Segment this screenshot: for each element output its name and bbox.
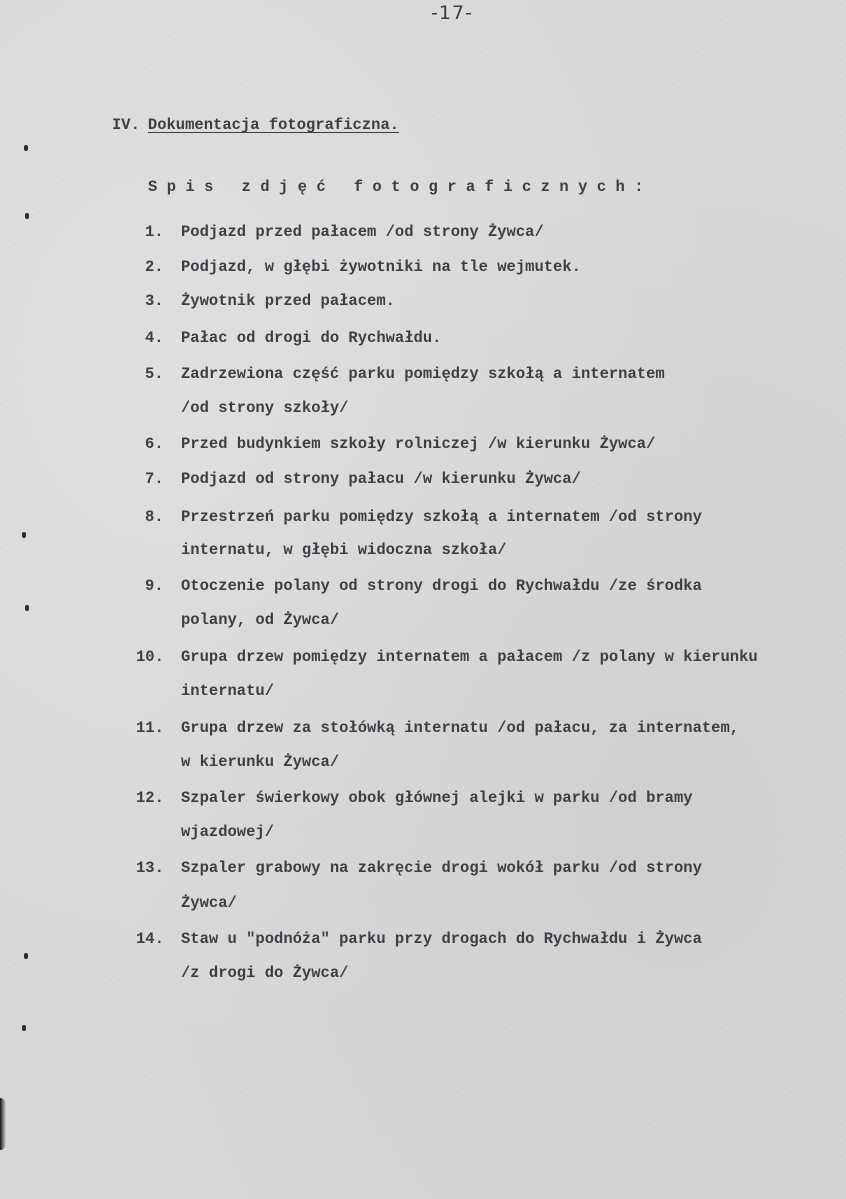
- list-item-number: 5.: [145, 365, 164, 383]
- list-item-text-continued: internatu, w głębi widoczna szkoła/: [181, 541, 507, 559]
- list-item-text-continued: wjazdowej/: [181, 823, 275, 841]
- section-heading: [112, 116, 399, 134]
- margin-mark: [24, 953, 28, 959]
- list-item-text: Szpaler świerkowy obok głównej alejki w parku /od bramy: [181, 789, 693, 807]
- list-item-text-continued: polany, od Żywca/: [181, 611, 340, 629]
- list-item-number: 7.: [145, 470, 164, 488]
- list-item-text: Zadrzewiona część parku pomiędzy szkołą a internatem: [181, 365, 665, 383]
- list-item-text-continued: /od strony szkoły/: [181, 399, 349, 417]
- list-item-number: 13.: [136, 859, 164, 877]
- margin-mark: [22, 532, 26, 538]
- list-item-text-continued: Żywca/: [181, 894, 237, 912]
- margin-mark: [22, 1025, 26, 1031]
- list-item-text: Grupa drzew za stołówką internatu /od pałacu, za internatem,: [181, 719, 740, 737]
- page-number: -17-: [431, 2, 473, 24]
- list-title: Spis zdjęć fotograficznych:: [148, 178, 653, 196]
- list-item-number: 14.: [136, 930, 164, 948]
- margin-mark: [25, 213, 29, 219]
- list-item-text: Podjazd od strony pałacu /w kierunku Żywca/: [181, 470, 581, 488]
- list-item-text: Grupa drzew pomiędzy internatem a pałacem /z polany w kierunku: [181, 648, 758, 666]
- list-item-number: 10.: [136, 648, 164, 666]
- section-number: IV.: [112, 116, 140, 134]
- list-item-text-continued: /z drogi do Żywca/: [181, 964, 349, 982]
- list-item-text: Podjazd, w głębi żywotniki na tle wejmutek.: [181, 258, 581, 276]
- list-item-number: 1.: [145, 223, 164, 241]
- list-item-number: 4.: [145, 329, 164, 347]
- section-title: Dokumentacja fotograficzna.: [147, 116, 400, 134]
- list-item-text-continued: w kierunku Żywca/: [181, 753, 340, 771]
- list-item-text: Przestrzeń parku pomiędzy szkołą a internatem /od strony: [181, 508, 702, 526]
- list-item-text: Szpaler grabowy na zakręcie drogi wokół parku /od strony: [181, 859, 702, 877]
- list-item-number: 12.: [136, 789, 164, 807]
- margin-mark: [25, 605, 29, 611]
- list-item-text: Przed budynkiem szkoły rolniczej /w kierunku Żywca/: [181, 435, 656, 453]
- list-item-number: 11.: [136, 719, 164, 737]
- scan-edge-shadow: [0, 1098, 6, 1150]
- list-item-number: 2.: [145, 258, 164, 276]
- margin-mark: [24, 145, 28, 151]
- list-item-number: 9.: [145, 577, 164, 595]
- list-item-text: Podjazd przed pałacem /od strony Żywca/: [181, 223, 544, 241]
- list-item-text: Pałac od drogi do Rychwałdu.: [181, 329, 442, 347]
- list-item-text: Żywotnik przed pałacem.: [181, 292, 395, 310]
- list-item-number: 8.: [145, 508, 164, 526]
- list-item-text: Staw u "podnóża" parku przy drogach do Rychwałdu i Żywca: [181, 930, 702, 948]
- list-item-number: 3.: [145, 292, 164, 310]
- list-item-text-continued: internatu/: [181, 682, 275, 700]
- list-item-text: Otoczenie polany od strony drogi do Rychwałdu /ze środka: [181, 577, 702, 595]
- list-item-number: 6.: [145, 435, 164, 453]
